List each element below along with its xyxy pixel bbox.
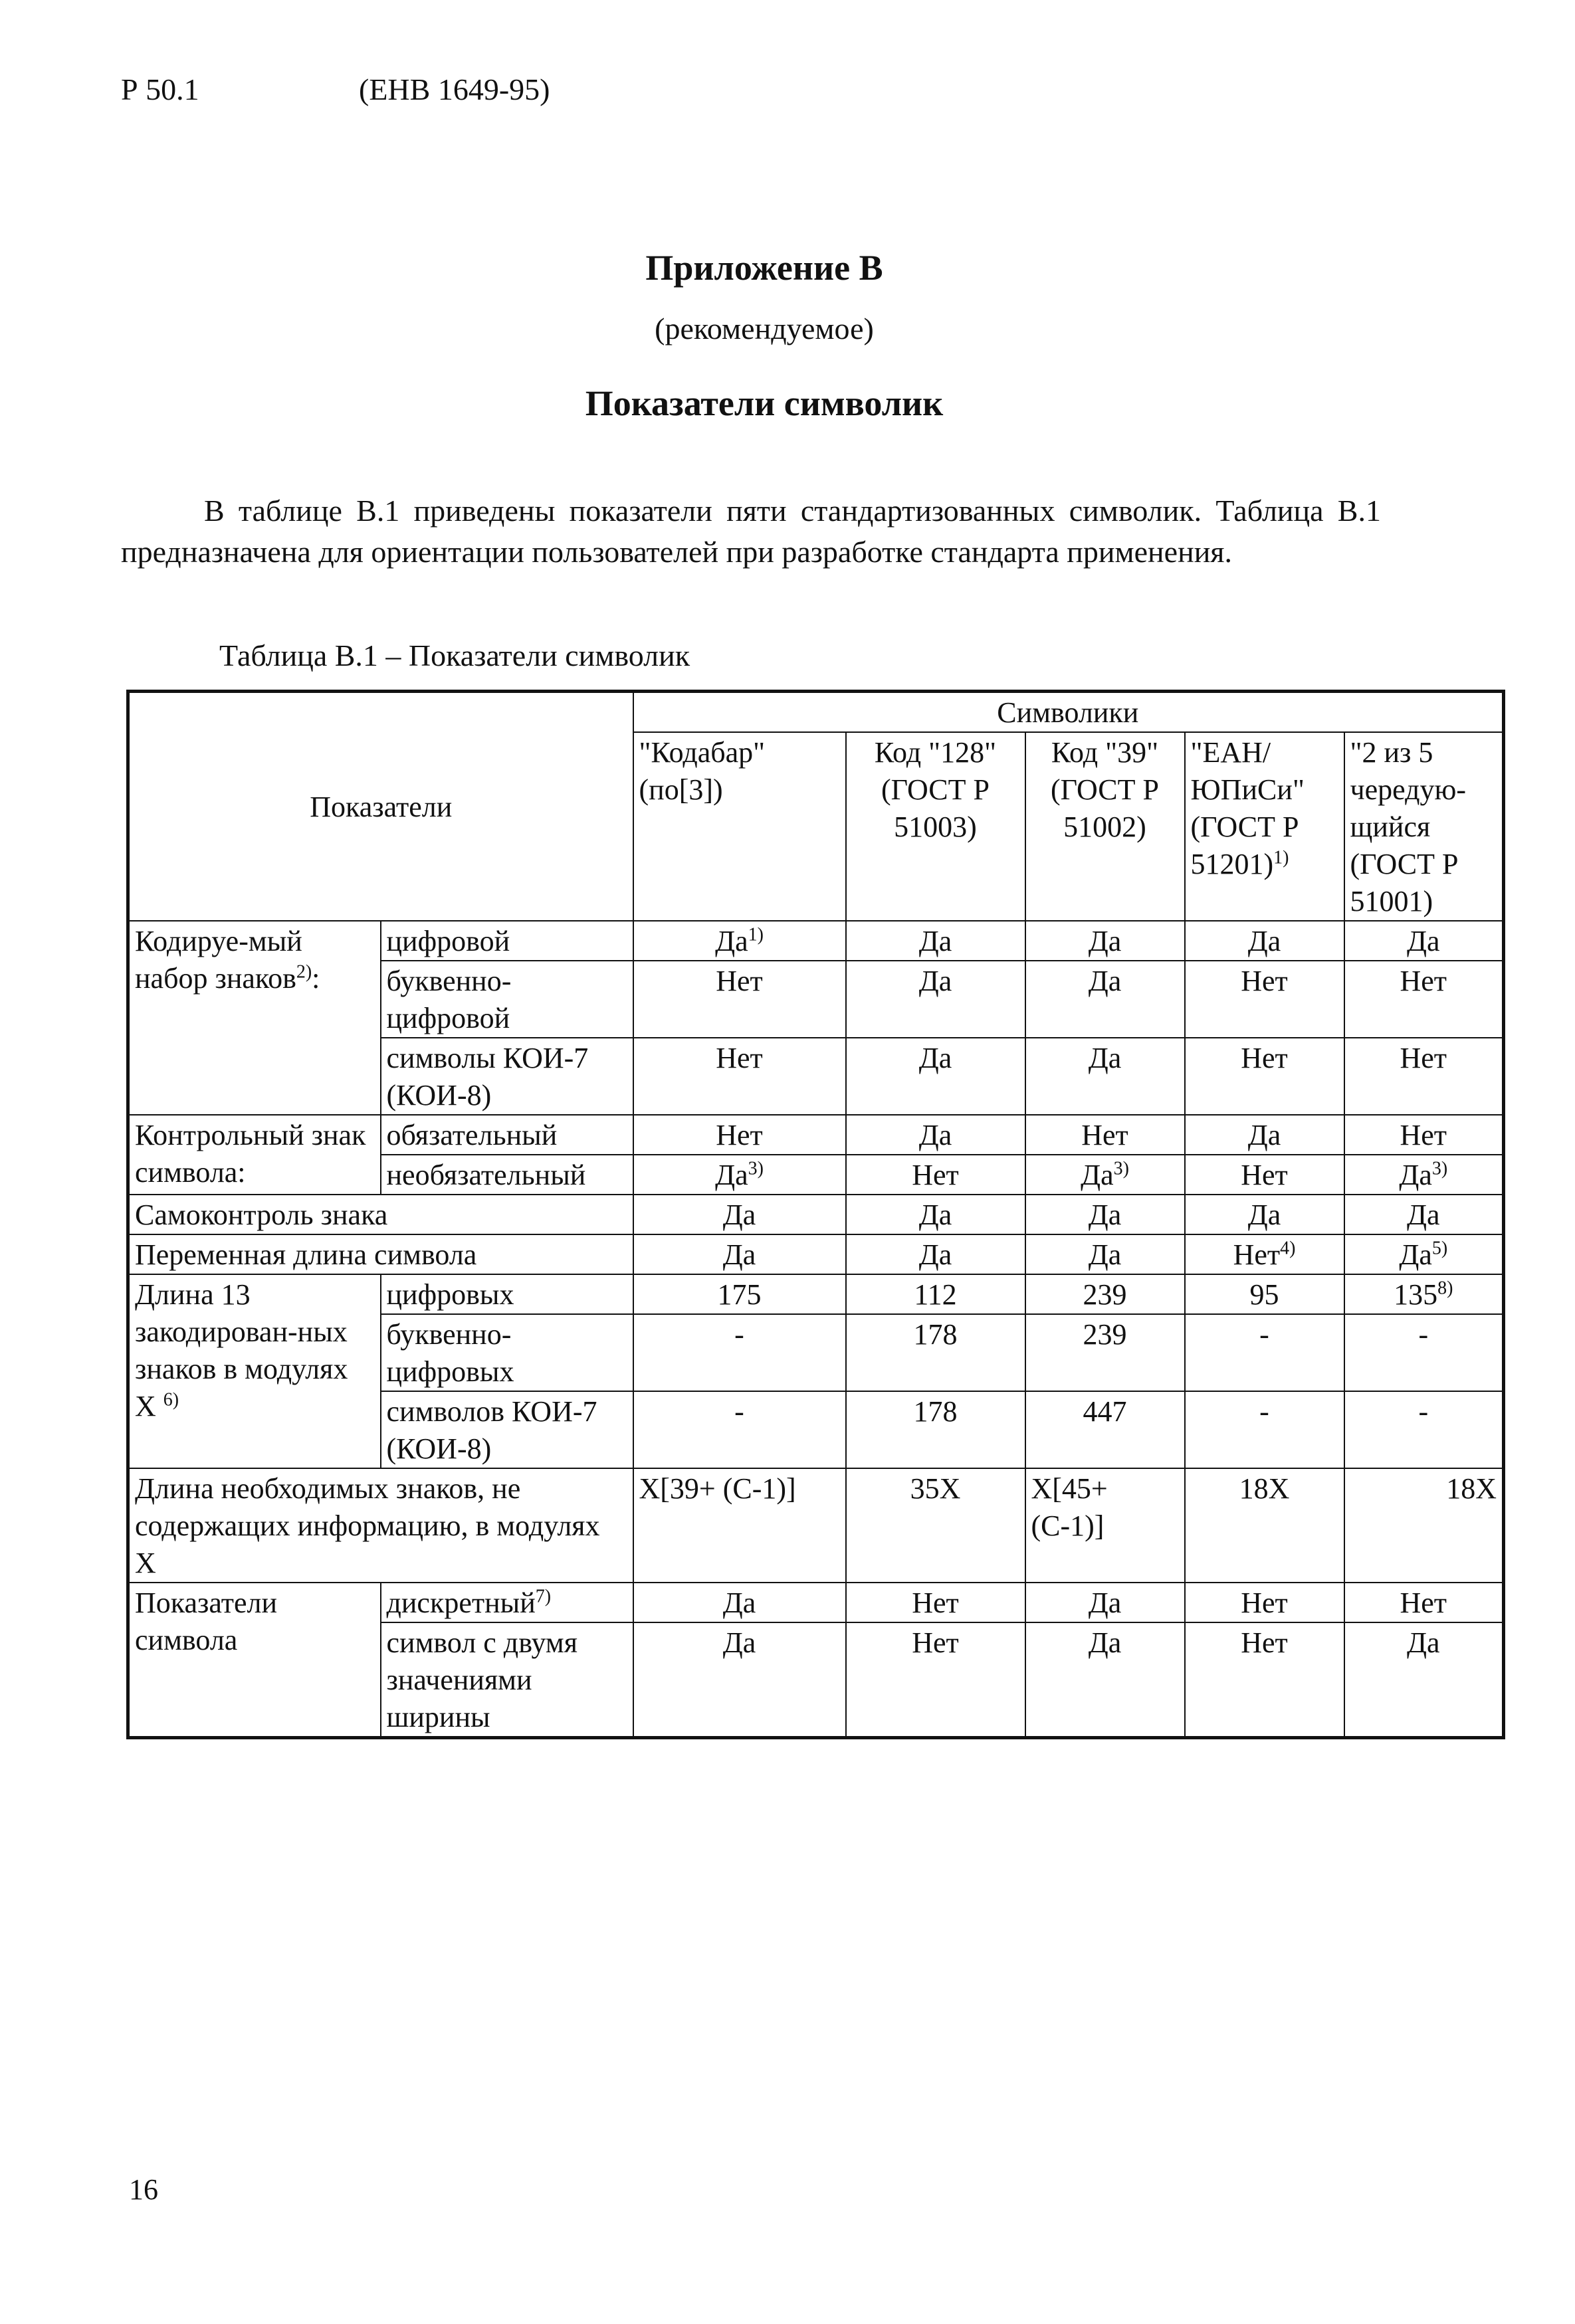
cell-value: 35Х: [846, 1468, 1025, 1583]
intro-text: В таблице В.1 приведены показатели пяти стандартизованных символик. Таблица В.1 предназначена для ориентации пользователей при разработке стандарта применения.: [121, 494, 1381, 569]
cell-value: [633, 1155, 846, 1195]
symbology-table: [126, 690, 1505, 1739]
table-row: [128, 921, 1504, 961]
sub-digit: цифровой: [381, 921, 633, 961]
cell-value: -: [1344, 1391, 1504, 1468]
cell-value: 175: [633, 1274, 846, 1314]
cell-value: Да: [1344, 921, 1504, 961]
cell-value-text: Да: [1081, 1159, 1114, 1191]
cell-value: Нет: [1344, 961, 1504, 1038]
footnote-ref: 6): [163, 1389, 179, 1410]
intro-paragraph: [121, 490, 1381, 573]
cell-value: Да: [846, 1038, 1025, 1115]
group-charset: [128, 921, 381, 1115]
cell-value: [1025, 1155, 1185, 1195]
cell-value: -: [1185, 1314, 1344, 1391]
footnote-ref: 5): [1431, 1238, 1448, 1259]
cell-value: Да: [1185, 1115, 1344, 1155]
cell-value: Нет: [1185, 1583, 1344, 1622]
cell-value: Нет: [1344, 1583, 1504, 1622]
sub-twowidth: символ с двумя значениями ширины: [381, 1622, 633, 1738]
cell-value: Нет: [1185, 1622, 1344, 1738]
cell-value: Нет: [846, 1622, 1025, 1738]
col-ean-upc: [1185, 732, 1344, 921]
cell-value: Да: [846, 1234, 1025, 1274]
cell-value: Да: [1344, 1622, 1504, 1738]
table-row: [128, 1195, 1504, 1234]
cell-value: Нет: [633, 1038, 846, 1115]
cell-value: 178: [846, 1391, 1025, 1468]
appendix-subtitle: (рекомендуемое): [655, 312, 874, 345]
table-caption: Таблица В.1 – Показатели символик: [219, 638, 690, 672]
group-props: Показатели символа: [128, 1583, 381, 1738]
cell-value: 447: [1025, 1391, 1185, 1468]
cell-value: -: [1344, 1314, 1504, 1391]
cell-value: [633, 921, 846, 961]
cell-value: Да: [633, 1622, 846, 1738]
cell-value: Нет: [1344, 1038, 1504, 1115]
cell-value: [1344, 1155, 1504, 1195]
cell-value: Да: [1025, 1234, 1185, 1274]
cell-value: [1344, 1274, 1504, 1314]
cell-value: Нет: [1185, 1155, 1344, 1195]
cell-value: Да: [846, 921, 1025, 961]
cell-value: 112: [846, 1274, 1025, 1314]
col-codabar: "Кодабар" (по[3]): [633, 732, 846, 921]
cell-value: Да: [633, 1234, 846, 1274]
sub-alnums: буквенно-цифровых: [381, 1314, 633, 1391]
footnote-ref: 8): [1437, 1278, 1453, 1299]
group-charset-colon: :: [312, 962, 320, 995]
cell-value: Да: [1025, 1583, 1185, 1622]
cell-value: Х[39+ (С-1)]: [633, 1468, 846, 1583]
sub-mandatory: обязательный: [381, 1115, 633, 1155]
sub-koi: символы КОИ-7 (КОИ-8): [381, 1038, 633, 1115]
footnote-ref: 4): [1280, 1238, 1296, 1259]
cell-value: Нет: [846, 1583, 1025, 1622]
sub-alnum: буквенно-цифровой: [381, 961, 633, 1038]
footnote-ref: 7): [535, 1586, 552, 1607]
row-noninfo: Длина необходимых знаков, не содержащих информацию, в модулях Х: [128, 1468, 633, 1583]
col-2of5: "2 из 5 чередую-щийся (ГОСТ Р 51001): [1344, 732, 1504, 921]
col-code128: Код "128" (ГОСТ Р 51003): [846, 732, 1025, 921]
cell-value-text: Да: [1399, 1159, 1432, 1191]
cell-value: 239: [1025, 1274, 1185, 1314]
cell-value-text: Да: [1399, 1238, 1432, 1271]
document-code: Р 50.1: [121, 72, 199, 106]
cell-value: Нет: [633, 1115, 846, 1155]
cell-value-text: 135: [1394, 1278, 1438, 1311]
cell-value: Нет: [633, 961, 846, 1038]
cell-value: 18Х: [1344, 1468, 1504, 1583]
cell-value: Да: [1344, 1195, 1504, 1234]
cell-value: Х[45+ (С-1)]: [1025, 1468, 1185, 1583]
cell-value: Да: [1185, 1195, 1344, 1234]
cell-value: -: [633, 1391, 846, 1468]
table-row: [128, 1274, 1504, 1314]
cell-value: [1344, 1234, 1504, 1274]
row-self-check: Самоконтроль знака: [128, 1195, 633, 1234]
footnote-ref: 1): [748, 924, 764, 945]
header-symbologies: Символики: [633, 692, 1504, 733]
cell-value-text: Да: [715, 925, 748, 957]
table-row: [128, 1468, 1504, 1583]
footnote-ref: 3): [748, 1158, 764, 1179]
appendix-title: Приложение В: [645, 248, 883, 288]
group-len13: [128, 1274, 381, 1468]
cell-value: Да: [1185, 921, 1344, 961]
cell-value: Нет: [1185, 961, 1344, 1038]
standard-reference: (ЕНВ 1649-95): [359, 72, 550, 106]
table-row: [128, 692, 1504, 733]
col-code39: Код "39" (ГОСТ Р 51002): [1025, 732, 1185, 921]
table-row: [128, 1234, 1504, 1274]
group-len13-label: Длина 13 закодирован-ных знаков в модулях Х: [135, 1278, 348, 1422]
cell-value: Да: [846, 961, 1025, 1038]
sub-discrete: [381, 1583, 633, 1622]
footnote-ref: 3): [1431, 1158, 1448, 1179]
cell-value: Да: [1025, 1038, 1185, 1115]
cell-value: [1185, 1234, 1344, 1274]
footnote-ref: 2): [296, 961, 312, 983]
cell-value: Да: [633, 1583, 846, 1622]
group-charset-label: Кодируе-мый набор знаков: [135, 925, 302, 995]
col-ean-upc-text: "ЕАН/ ЮПиСи" (ГОСТ Р 51201): [1190, 736, 1305, 880]
cell-value-text: Нет: [1233, 1238, 1281, 1271]
cell-value: Да: [1025, 1195, 1185, 1234]
cell-value: 178: [846, 1314, 1025, 1391]
footnote-ref: 3): [1113, 1158, 1129, 1179]
sub-digits: цифровых: [381, 1274, 633, 1314]
header-indicators: Показатели: [128, 692, 633, 921]
sub-kois: символов КОИ-7 (КОИ-8): [381, 1391, 633, 1468]
cell-value: Да: [1025, 921, 1185, 961]
cell-value: 95: [1185, 1274, 1344, 1314]
cell-value: -: [1185, 1391, 1344, 1468]
sub-discrete-label: дискретный: [386, 1587, 536, 1619]
cell-value: Да: [1025, 961, 1185, 1038]
cell-value: Да: [1025, 1622, 1185, 1738]
cell-value: Нет: [846, 1155, 1025, 1195]
cell-value: Да: [633, 1195, 846, 1234]
table-row: [128, 1115, 1504, 1155]
page-number: 16: [129, 2173, 158, 2206]
cell-value-text: Да: [715, 1159, 748, 1191]
cell-value: Да: [846, 1115, 1025, 1155]
cell-value: Нет: [1344, 1115, 1504, 1155]
cell-value: 239: [1025, 1314, 1185, 1391]
section-title: Показатели символик: [585, 383, 944, 423]
sub-optional: необязательный: [381, 1155, 633, 1195]
cell-value: Нет: [1185, 1038, 1344, 1115]
table-row: [128, 1583, 1504, 1622]
footnote-ref: 1): [1273, 847, 1289, 868]
group-check: Контрольный знак символа:: [128, 1115, 381, 1195]
cell-value: Да: [846, 1195, 1025, 1234]
row-var-length: Переменная длина символа: [128, 1234, 633, 1274]
cell-value: 18Х: [1185, 1468, 1344, 1583]
cell-value: -: [633, 1314, 846, 1391]
cell-value: Нет: [1025, 1115, 1185, 1155]
